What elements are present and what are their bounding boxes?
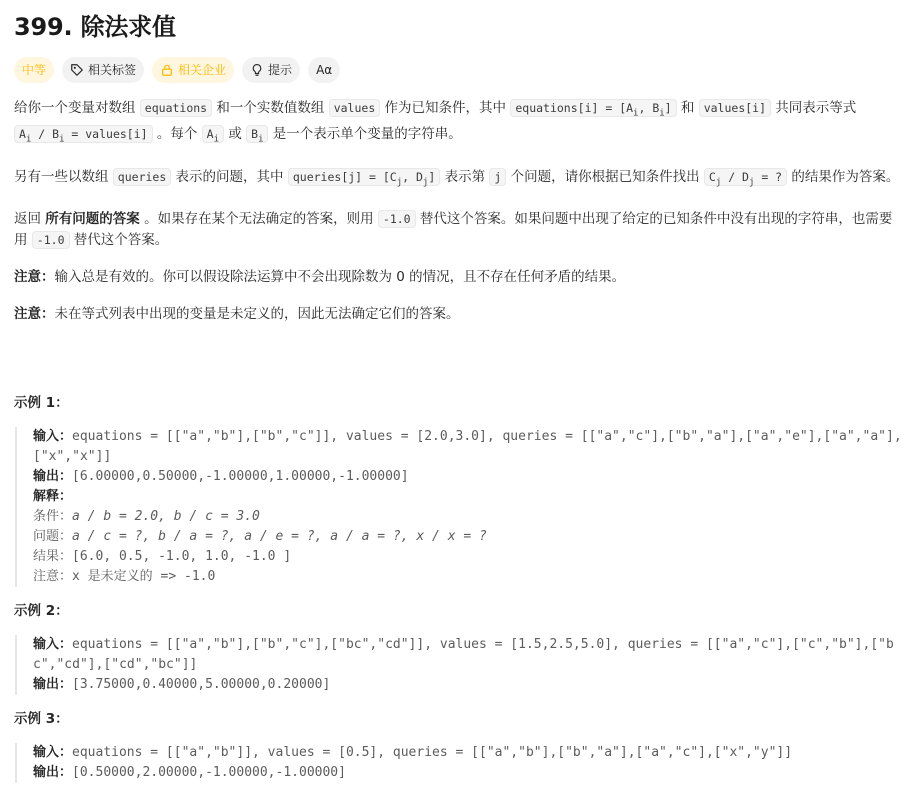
lightbulb-icon (250, 63, 264, 77)
code-ai: $A_i$ (202, 125, 224, 143)
related-tags-label: 相关标签 (88, 63, 137, 77)
related-companies-button[interactable] (152, 57, 234, 83)
font-icon: Aα (316, 63, 333, 77)
page-title: 399. 除法求值 (14, 13, 176, 41)
example-3-input: equations = [["a","b"]], values = [0.5], queries = [["a","b"],["b","a"],["a","c"],["x","y"]] (72, 744, 793, 760)
example-1-conditions: a / b = 2.0, b / c = 3.0 (72, 508, 260, 524)
difficulty-label: 中等 (22, 63, 47, 77)
note-1: 注意：输入总是有效的。你可以假设除法运算中不会出现除数为 0 的情况，且不存在任何矛盾的结果。 (14, 268, 626, 285)
example-2-input: equations = [["a","b"],["b","c"],["bc","cd"]], values = [1.5,2.5,5.0], queries = [["a","c"],["c","b"],["bc","cd"],["cd","bc"]] (33, 636, 894, 672)
code-equations-i: equations[i] = [$A_i$, $B_i$] (510, 99, 676, 117)
difficulty-badge (14, 57, 54, 83)
example-2-title: 示例 2： (14, 602, 69, 619)
code-values-i: values[i] (699, 99, 771, 117)
tag-bar (14, 57, 902, 83)
example-3-output: [0.50000,2.00000,-1.00000,-1.00000] (72, 764, 346, 780)
code-equations: equations (140, 99, 212, 117)
code-minus-one-2: -1.0 (32, 231, 70, 249)
example-2-output: [3.75000,0.40000,5.00000,0.20000] (72, 676, 331, 692)
description-paragraph-2: 另有一些以数组 queries 表示的问题，其中 queries[j] = [$C_j$, $D_j$] 表示第 j 个问题，请你根据已知条件找出 $C_j / D_j$ = ? 的结果作为答案。 (14, 168, 900, 187)
related-tags-button[interactable] (62, 57, 144, 83)
code-j: j (489, 168, 506, 186)
example-1-questions: a / c = ?, b / a = ?, a / e = ?, a / a = ?, x / x = ? (72, 528, 487, 544)
tag-icon (70, 63, 84, 77)
hint-label: 提示 (268, 63, 293, 77)
example-3-block: 输入：equations = [["a","b"]], values = [0.5], queries = [["a","b"],["b","a"],["a","c"],["x","y"]] 输出：[0.50000,2.00000,-1.00000,-1.00000] (15, 743, 902, 783)
lock-icon (160, 63, 174, 77)
code-values: values (329, 99, 381, 117)
related-companies-label: 相关企业 (178, 63, 227, 77)
code-bi: $B_i$ (246, 125, 268, 143)
code-minus-one-1: -1.0 (378, 210, 416, 228)
code-queries-j: queries[j] = [$C_j$, $D_j$] (288, 168, 440, 186)
example-2-block: 输入：equations = [["a","b"],["b","c"],["bc","cd"]], values = [1.5,2.5,5.0], queries = [["a","c"],["c","b"],["bc","cd"],["cd","bc"]] 输出：[3.75000,0.40000,5.00000,0.20000] (15, 635, 902, 695)
example-3-title: 示例 3： (14, 710, 69, 727)
description-paragraph-1: 给你一个变量对数组 equations 和一个实数值数组 values 作为已知条件，其中 equations[i] = [$A_i$, $B_i$] 和 values[i] 共同表示等式 $A_i / B_i$ = values[i] 。每个 $A_i$ 或 $B_i$ 是一个表示单个变量的字符串。 (14, 100, 857, 145)
example-1-input: equations = [["a","b"],["b","c"]], values = [2.0,3.0], queries = [["a","c"],["b","a"],["a","e"],["a","a"],["x","x"]] (33, 428, 902, 464)
font-size-button[interactable] (308, 57, 340, 83)
example-1-output: [6.00000,0.50000,-1.00000,1.00000,-1.00000] (72, 468, 409, 484)
note-2: 注意：未在等式列表中出现的变量是未定义的，因此无法确定它们的答案。 (14, 305, 460, 322)
code-queries: queries (113, 168, 171, 186)
example-1-results: [6.0, 0.5, -1.0, 1.0, -1.0 ] (72, 548, 292, 564)
code-equation-ai-bi: $A_i / B_i$ = values[i] (14, 125, 153, 143)
hint-button[interactable] (242, 57, 300, 83)
bold-all-answers: 所有问题的答案 (45, 210, 140, 227)
example-1-block: 输入：equations = [["a","b"],["b","c"]], values = [2.0,3.0], queries = [["a","c"],["b","a"],["a","e"],["a","a"],["x","x"]] 输出：[6.00000,0.50000,-1.00000,1.00000,-1.00000] 解释： 条件：a / b = 2.0, b / c = 3.0 问题：a / c = ?, b / a = ?, a / e = ?, a / a = ?, x / x = ? 结果：[6.0, 0.5, -1.0, 1.0, -1.0 ] 注意：x 是未定义的 => -1.0 (15, 427, 902, 587)
example-1-title: 示例 1： (14, 394, 69, 411)
description-paragraph-3: 返回 所有问题的答案 。如果存在某个无法确定的答案，则用 -1.0 替代这个答案。如果问题中出现了给定的已知条件中没有出现的字符串，也需要用 -1.0 替代这个答案。 (14, 210, 893, 248)
code-cj-dj: $C_j / D_j$ = ? (704, 168, 787, 186)
